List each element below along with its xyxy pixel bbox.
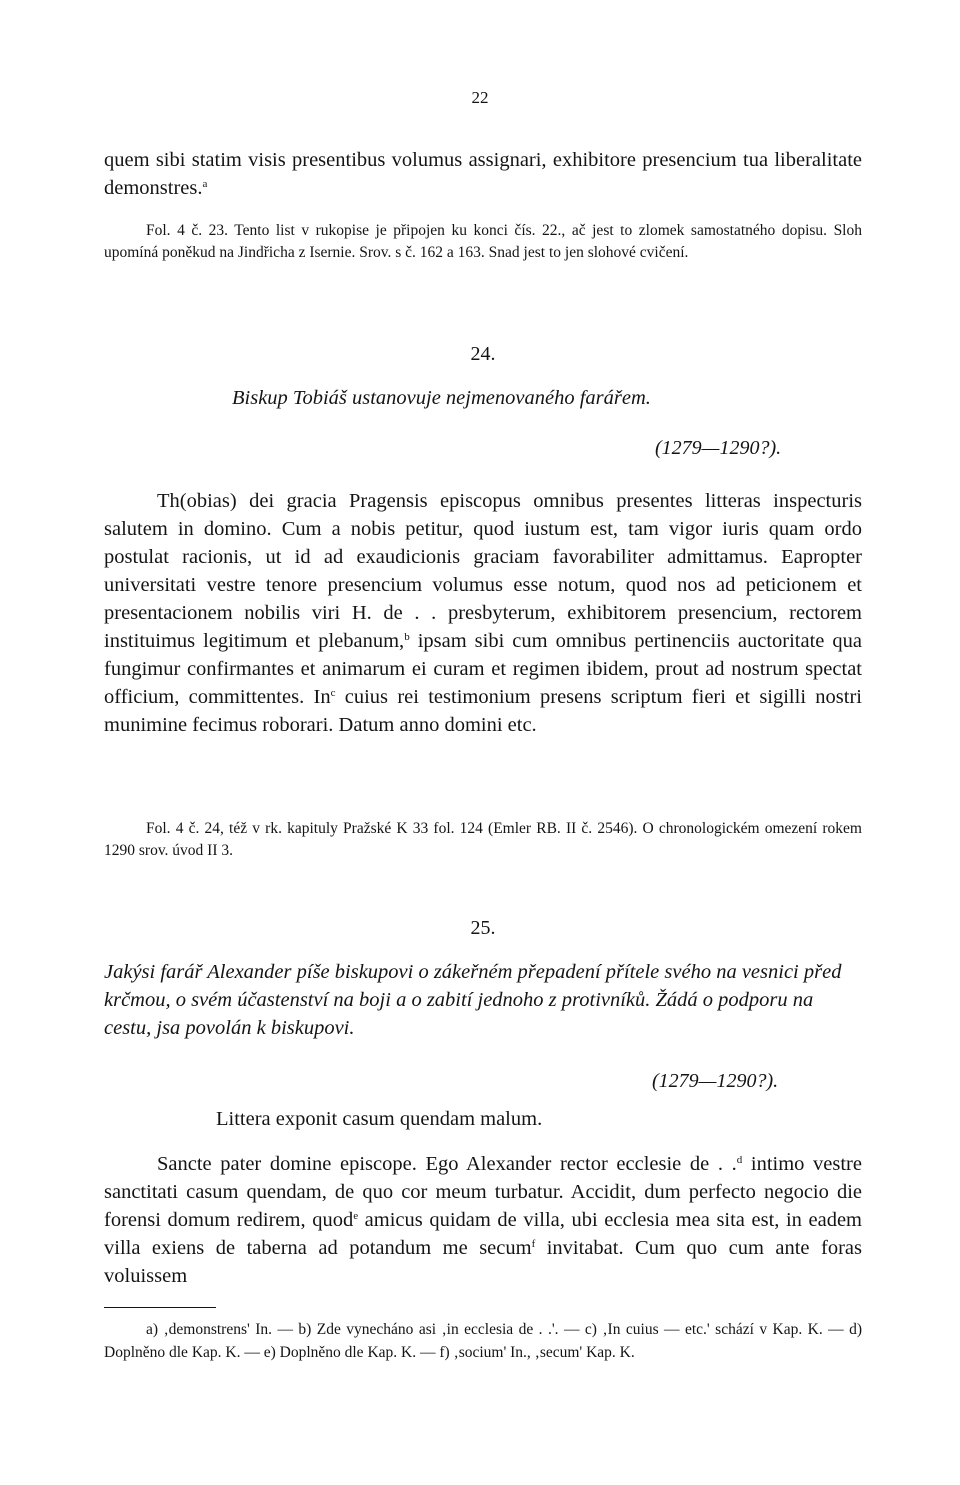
doc22-text <box>104 146 862 202</box>
doc25-body-c: amicus quidam de villa, ubi ecclesia mea sita est, in eadem villa exiens de taberna ad potandum me secum <box>104 1209 862 1259</box>
doc25-number: 25. <box>470 917 496 939</box>
doc24-number: 24. <box>470 343 496 365</box>
doc24-body-a: Th(obias) dei gracia Pragensis episcopus omnibus presentes litteras inspecturis salutem in domino. Cum a nobis petitur, quod iustum est, tam vigor iuris quam ordo postulat racionis, ut id ad exaudicionis graciam favorabiliter admittamus. Eapropter universitati vestre tenore presencium volumus esse notum, quod nos ad peticionem et presentacionem nobilis viri H. de . . presbyterum, exhibitorem presencium, rectorem instituimus legitimum et plebanum, <box>104 490 862 652</box>
doc25-body-b: intimo vestre sanctitati casum quendam, de quo cor meum turbatur. Accidit, dum perfecto negocio die forensi domum redirem, quod <box>104 1153 862 1231</box>
doc25-summary: Littera exponit casum quendam malum. <box>216 1108 543 1130</box>
footnote-mark: e <box>353 1210 359 1222</box>
doc24-body-b: ipsam sibi cum omnibus pertinenciis auctoritate qua fungimur confirmantes et animarum ei curam et regimen ibidem, prout ad nostrum spectat officium, committentes. In <box>104 630 862 708</box>
footnote-mark: d <box>736 1154 743 1166</box>
doc24-note <box>104 818 862 862</box>
doc24-text <box>104 487 862 739</box>
footnote-rule <box>104 1307 216 1308</box>
footnotes-text: a) ‚demonstrens' In. — b) Zde vynecháno asi ‚in ecclesia de . .'. — c) ‚In cuius — etc.' schází v Kap. K. — d) Doplněno dle Kap. K. — e) Doplněno dle Kap. K. — f) ‚socium' In., ‚secum' Kap. K. <box>104 1321 862 1361</box>
footnote-mark: a <box>202 178 208 190</box>
footnote-mark: f <box>531 1238 536 1250</box>
doc24-body-c: cuius rei testimonium presens scriptum fieri et sigilli nostri munimine fecimus roborari. Datum anno domini etc. <box>104 686 863 736</box>
footnote-mark: c <box>330 687 336 699</box>
doc22-note <box>104 220 862 264</box>
doc22-note-text: Fol. 4 č. 23. Tento list v rukopise je připojen ku konci čís. 22., ač jest to zlomek samostatného dopisu. Sloh upomíná poněkud na Jindřicha z Isernie. Srov. s č. 162 a 163. Snad jest to jen slohové cvičení. <box>104 222 862 261</box>
footnote-mark: b <box>404 631 410 643</box>
doc25-body-d: invitabat. Cum quo cum ante foras voluissem <box>104 1237 862 1287</box>
doc25-text <box>104 1150 862 1290</box>
doc25-date: (1279—1290?). <box>652 1070 779 1092</box>
page-number: 22 <box>471 88 489 107</box>
footnotes <box>104 1318 862 1364</box>
doc24-title: Biskup Tobiáš ustanovuje nejmenovaného farářem. <box>232 387 651 409</box>
doc22-body: quem sibi statim visis presentibus volumus assignari, exhibitore presencium tua liberalitate demonstres. <box>104 149 862 199</box>
doc24-note-text: Fol. 4 č. 24, též v rk. kapituly Pražské K 33 fol. 124 (Emler RB. II č. 2546). O chronologickém omezení rokem 1290 srov. úvod II 3. <box>104 820 862 859</box>
doc24-date: (1279—1290?). <box>655 437 782 459</box>
doc25-title: Jakýsi farář Alexander píše biskupovi o zákeřném přepadení přítele svého na vesnici před krčmou, o svém účastenství na boji a o zabití jednoho z protivníků. Žádá o podporu na cestu, jsa povolán k biskupovi. <box>104 961 842 1039</box>
doc25-body-a: Sancte pater domine episcope. Ego Alexander rector ecclesie de . . <box>157 1153 737 1175</box>
